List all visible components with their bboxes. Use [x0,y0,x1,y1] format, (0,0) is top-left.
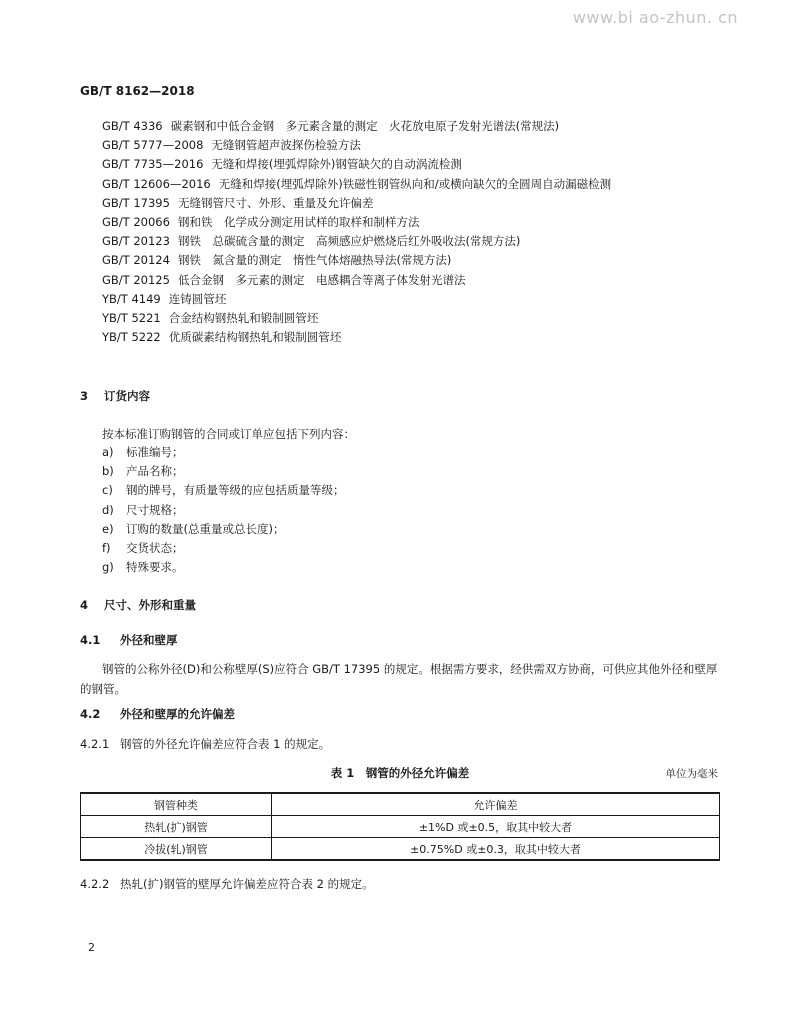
list-item [102,443,345,462]
subsection-4-1-text: 钢管的公称外径(D)和公称壁厚(S)应符合 GB/T 17395 的规定。根据需方要求，经供需双方协商，可供应其他外径和壁厚的钢管。 [80,662,718,696]
watermark: www.bi ao-zhun. cn [572,8,738,27]
list-text: 标准编号； [126,445,184,459]
reference-code: YB/T 5221 [102,311,161,326]
reference-item [80,117,720,136]
reference-item [80,213,720,232]
standard-number: GB/T 8162—2018 [80,84,195,98]
reference-item [80,155,720,174]
list-marker: g) [102,560,114,575]
list-item [102,539,345,558]
table-cell: 热轧(扩)钢管 [81,816,272,838]
table-cell: 冷拔(轧)钢管 [81,838,272,861]
table-1-caption: 表 1 钢管的外径允许偏差 [330,766,470,780]
list-marker: b) [102,464,114,479]
reference-item [80,251,720,270]
reference-title: 低合金钢 多元素的测定 电感耦合等离子体发射光谱法 [177,272,466,287]
section-number: 4 [80,598,89,612]
reference-code: YB/T 5222 [102,330,161,345]
reference-code: GB/T 20125 [102,272,170,287]
reference-title: 钢铁 氮含量的测定 惰性气体熔融热导法(常规方法) [177,253,452,268]
list-marker: c) [102,483,113,498]
reference-code: GB/T 4336 [102,119,163,133]
section-4-heading [80,597,196,613]
reference-title: 合金结构钢热轧和锻制圆管坯 [168,311,319,326]
subsection-4-2-heading [80,706,235,722]
reference-code: GB/T 12606—2016 [102,176,211,191]
section-title: 尺寸、外形和重量 [104,598,196,612]
reference-item [80,271,720,290]
list-marker: a) [102,445,114,459]
subsection-title: 外径和壁厚 [120,633,178,647]
clause-text: 热轧(扩)钢管的壁厚允许偏差应符合表 2 的规定。 [120,877,374,891]
subsection-number: 4.2 [80,707,101,721]
reference-title: 优质碳素结构钢热轧和锻制圆管坯 [168,330,342,345]
subsection-4-1-heading [80,632,178,648]
table-row [81,838,720,861]
table-row [81,816,720,838]
reference-code: GB/T 20123 [102,234,170,249]
reference-item [80,309,720,328]
order-content-list [102,443,345,577]
reference-code: GB/T 7735—2016 [102,157,204,172]
list-item [102,501,345,520]
normative-references-list [80,117,720,347]
list-marker: e) [102,521,114,536]
reference-item [80,290,720,309]
section-3-heading [80,388,150,404]
clause-4-2-1 [80,736,330,752]
table-header-cell: 钢管种类 [81,793,272,816]
list-item [102,481,345,500]
table-cell: ±1%D 或±0.5，取其中较大者 [272,816,720,838]
table-1 [80,792,720,861]
table-header-row [81,793,720,816]
section-number: 3 [80,389,89,403]
list-text: 特殊要求。 [126,560,184,575]
reference-item [80,136,720,155]
reference-code: GB/T 5777—2008 [102,138,204,153]
clause-number: 4.2.2 [80,877,110,891]
reference-title: 无缝钢管超声波探伤检验方法 [211,138,361,153]
list-text: 交货状态； [126,541,184,556]
reference-title: 连铸圆管坯 [168,291,227,306]
reference-code: GB/T 20124 [102,253,170,268]
clause-number: 4.2.1 [80,737,110,751]
page-number: 2 [88,941,95,954]
reference-title: 无缝钢管尺寸、外形、重量及允许偏差 [177,195,374,210]
table-1-unit: 单位为毫米 [665,768,718,780]
list-item [102,462,345,481]
reference-title: 钢铁 总碳硫含量的测定 高频感应炉燃烧后红外吸收法(常规方法) [177,234,521,249]
list-marker: f) [102,541,111,556]
reference-code: GB/T 17395 [102,195,170,210]
reference-item [80,194,720,213]
clause-4-2-2 [80,876,374,892]
list-text: 产品名称； [126,464,184,479]
reference-title: 钢和铁 化学成分测定用试样的取样和制样方法 [177,215,420,230]
table-header-cell: 允许偏差 [272,793,720,816]
reference-title: 无缝和焊接(埋弧焊除外)钢管缺欠的自动涡流检测 [211,157,462,172]
section-title: 订货内容 [104,389,150,403]
reference-item [80,328,720,347]
list-text: 尺寸规格； [126,502,184,517]
reference-title: 碳素钢和中低合金钢 多元素含量的测定 火花放电原子发射光谱法(常规法) [170,119,560,133]
reference-code: GB/T 20066 [102,215,170,230]
table-cell: ±0.75%D 或±0.3，取其中较大者 [272,838,720,861]
list-text: 钢的牌号，有质量等级的应包括质量等级； [126,483,345,498]
reference-item [80,232,720,251]
list-marker: d) [102,502,114,517]
subsection-title: 外径和壁厚的允许偏差 [120,707,235,721]
reference-item [80,175,720,194]
list-item [102,520,345,539]
list-item [102,558,345,577]
reference-title: 无缝和焊接(埋弧焊除外)铁磁性钢管纵向和/或横向缺欠的全圆周自动漏磁检测 [218,176,612,191]
section-3-intro: 按本标准订购钢管的合同或订单应包括下列内容： [102,427,355,441]
reference-code: YB/T 4149 [102,291,161,306]
subsection-number: 4.1 [80,633,101,647]
list-text: 订购的数量(总重量或总长度)； [126,521,285,536]
clause-text: 钢管的外径允许偏差应符合表 1 的规定。 [120,737,331,751]
